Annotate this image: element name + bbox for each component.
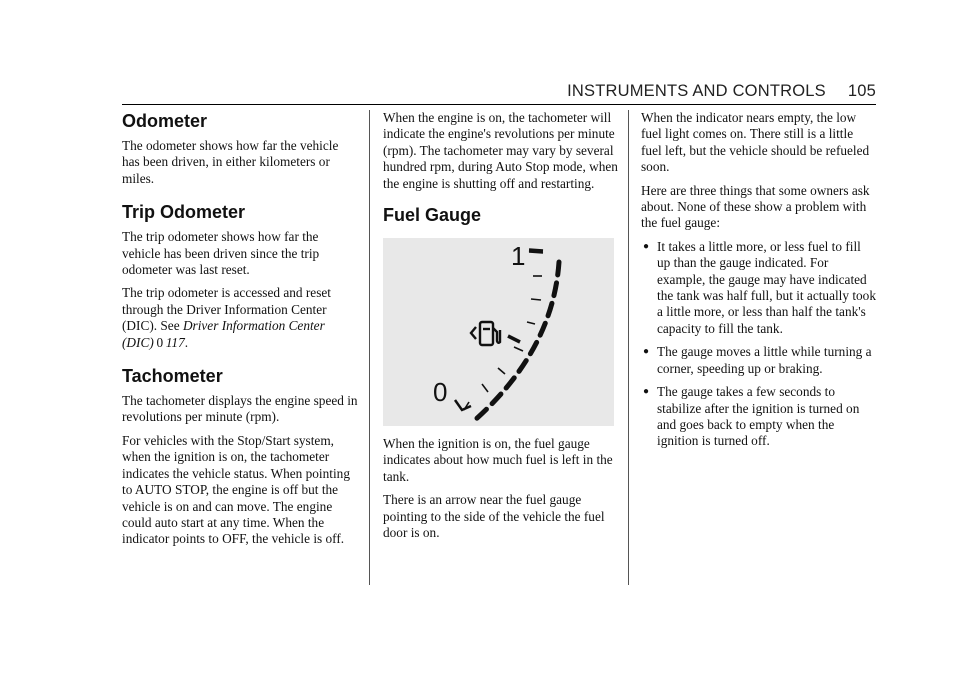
fuel-gauge-paragraph: When the ignition is on, the fuel gauge indicates about how much fuel is left in the tank.	[383, 436, 613, 484]
list-item: ● It takes a little more, or less fuel to fill up than the gauge indicated. For example, the gauge may have indicated the tank was half full, but it actually took a little more, or less than half the tank's capacity to fill the tank.	[643, 238, 876, 336]
page-arrow-icon: 0	[156, 334, 164, 350]
page-header	[567, 82, 876, 101]
gauge-label-full: 1	[511, 241, 526, 272]
tachometer-stop-start-paragraph: For vehicles with the Stop/Start system, when the ignition is on, the tachometer indicates the vehicle status. When pointing to AUTO STOP, the engine is off but the vehicle is on and can move. The engine could auto start at any time. When the indicator points to OFF, the vehicle is off.	[122, 432, 350, 547]
bullet-icon: ●	[643, 240, 650, 252]
dic-page-ref[interactable]: 117	[165, 334, 185, 350]
fuel-pump-icon	[471, 322, 500, 345]
fuel-door-arrow-paragraph: There is an arrow near the fuel gauge pointing to the side of the vehicle the fuel door is on.	[383, 492, 605, 541]
list-item: ● The gauge takes a few seconds to stabilize after the ignition is turned on and goes back to empty when the ignition is turned off.	[643, 384, 860, 449]
gauge-label-empty: 0	[433, 377, 448, 408]
page-number: 105	[847, 82, 876, 100]
trip-odometer-heading: Trip Odometer	[122, 202, 246, 223]
fuel-gauge-bullet-list	[641, 239, 877, 450]
fuel-gauge-illustration	[383, 238, 614, 426]
odometer-heading: Odometer	[122, 111, 208, 131]
dic-cross-reference[interactable]: Driver Information Center (DIC)	[122, 318, 325, 350]
column-3	[641, 110, 877, 457]
owner-questions-paragraph: Here are three things that some owners ask about. None of these show a problem with the fuel gauge:	[641, 182, 870, 231]
fuel-gauge-diagram	[383, 238, 614, 426]
gauge-ticks	[464, 252, 543, 410]
bullet-icon: ●	[643, 386, 650, 398]
column-divider	[628, 110, 629, 585]
bullet-icon: ●	[643, 346, 650, 358]
low-fuel-paragraph: When the indicator nears empty, the low fuel light comes on. There still is a little fuel left, but the vehicle should be refueled soon.	[641, 110, 870, 175]
trip-odometer-reset-paragraph: The trip odometer is accessed and reset through the Driver Information Center (DIC). See Driver Information Center (DIC) 0 117.	[122, 285, 331, 350]
fuel-gauge-heading: Fuel Gauge	[383, 205, 482, 226]
tachometer-heading: Tachometer	[122, 366, 223, 387]
column-divider	[369, 110, 370, 585]
section-title: INSTRUMENTS AND CONTROLS	[567, 82, 826, 100]
header-rule	[122, 104, 876, 105]
odometer-paragraph: The odometer shows how far the vehicle has been driven, in either kilometers or miles.	[122, 138, 339, 186]
list-item: ● The gauge moves a little while turning a corner, speeding up or braking.	[643, 344, 872, 376]
column-2	[383, 110, 619, 548]
column-1	[122, 110, 358, 555]
trip-odometer-paragraph: The trip odometer shows how far the vehicle has been driven since the trip odometer was last reset.	[122, 229, 320, 278]
tachometer-paragraph: The tachometer displays the engine speed in revolutions per minute (rpm).	[122, 393, 358, 425]
tachometer-rpm-paragraph: When the engine is on, the tachometer will indicate the engine's revolutions per minute (rpm). The tachometer may vary by several hundred rpm, during Auto Stop mode, when the engine is shutting off and restarting.	[383, 110, 618, 191]
